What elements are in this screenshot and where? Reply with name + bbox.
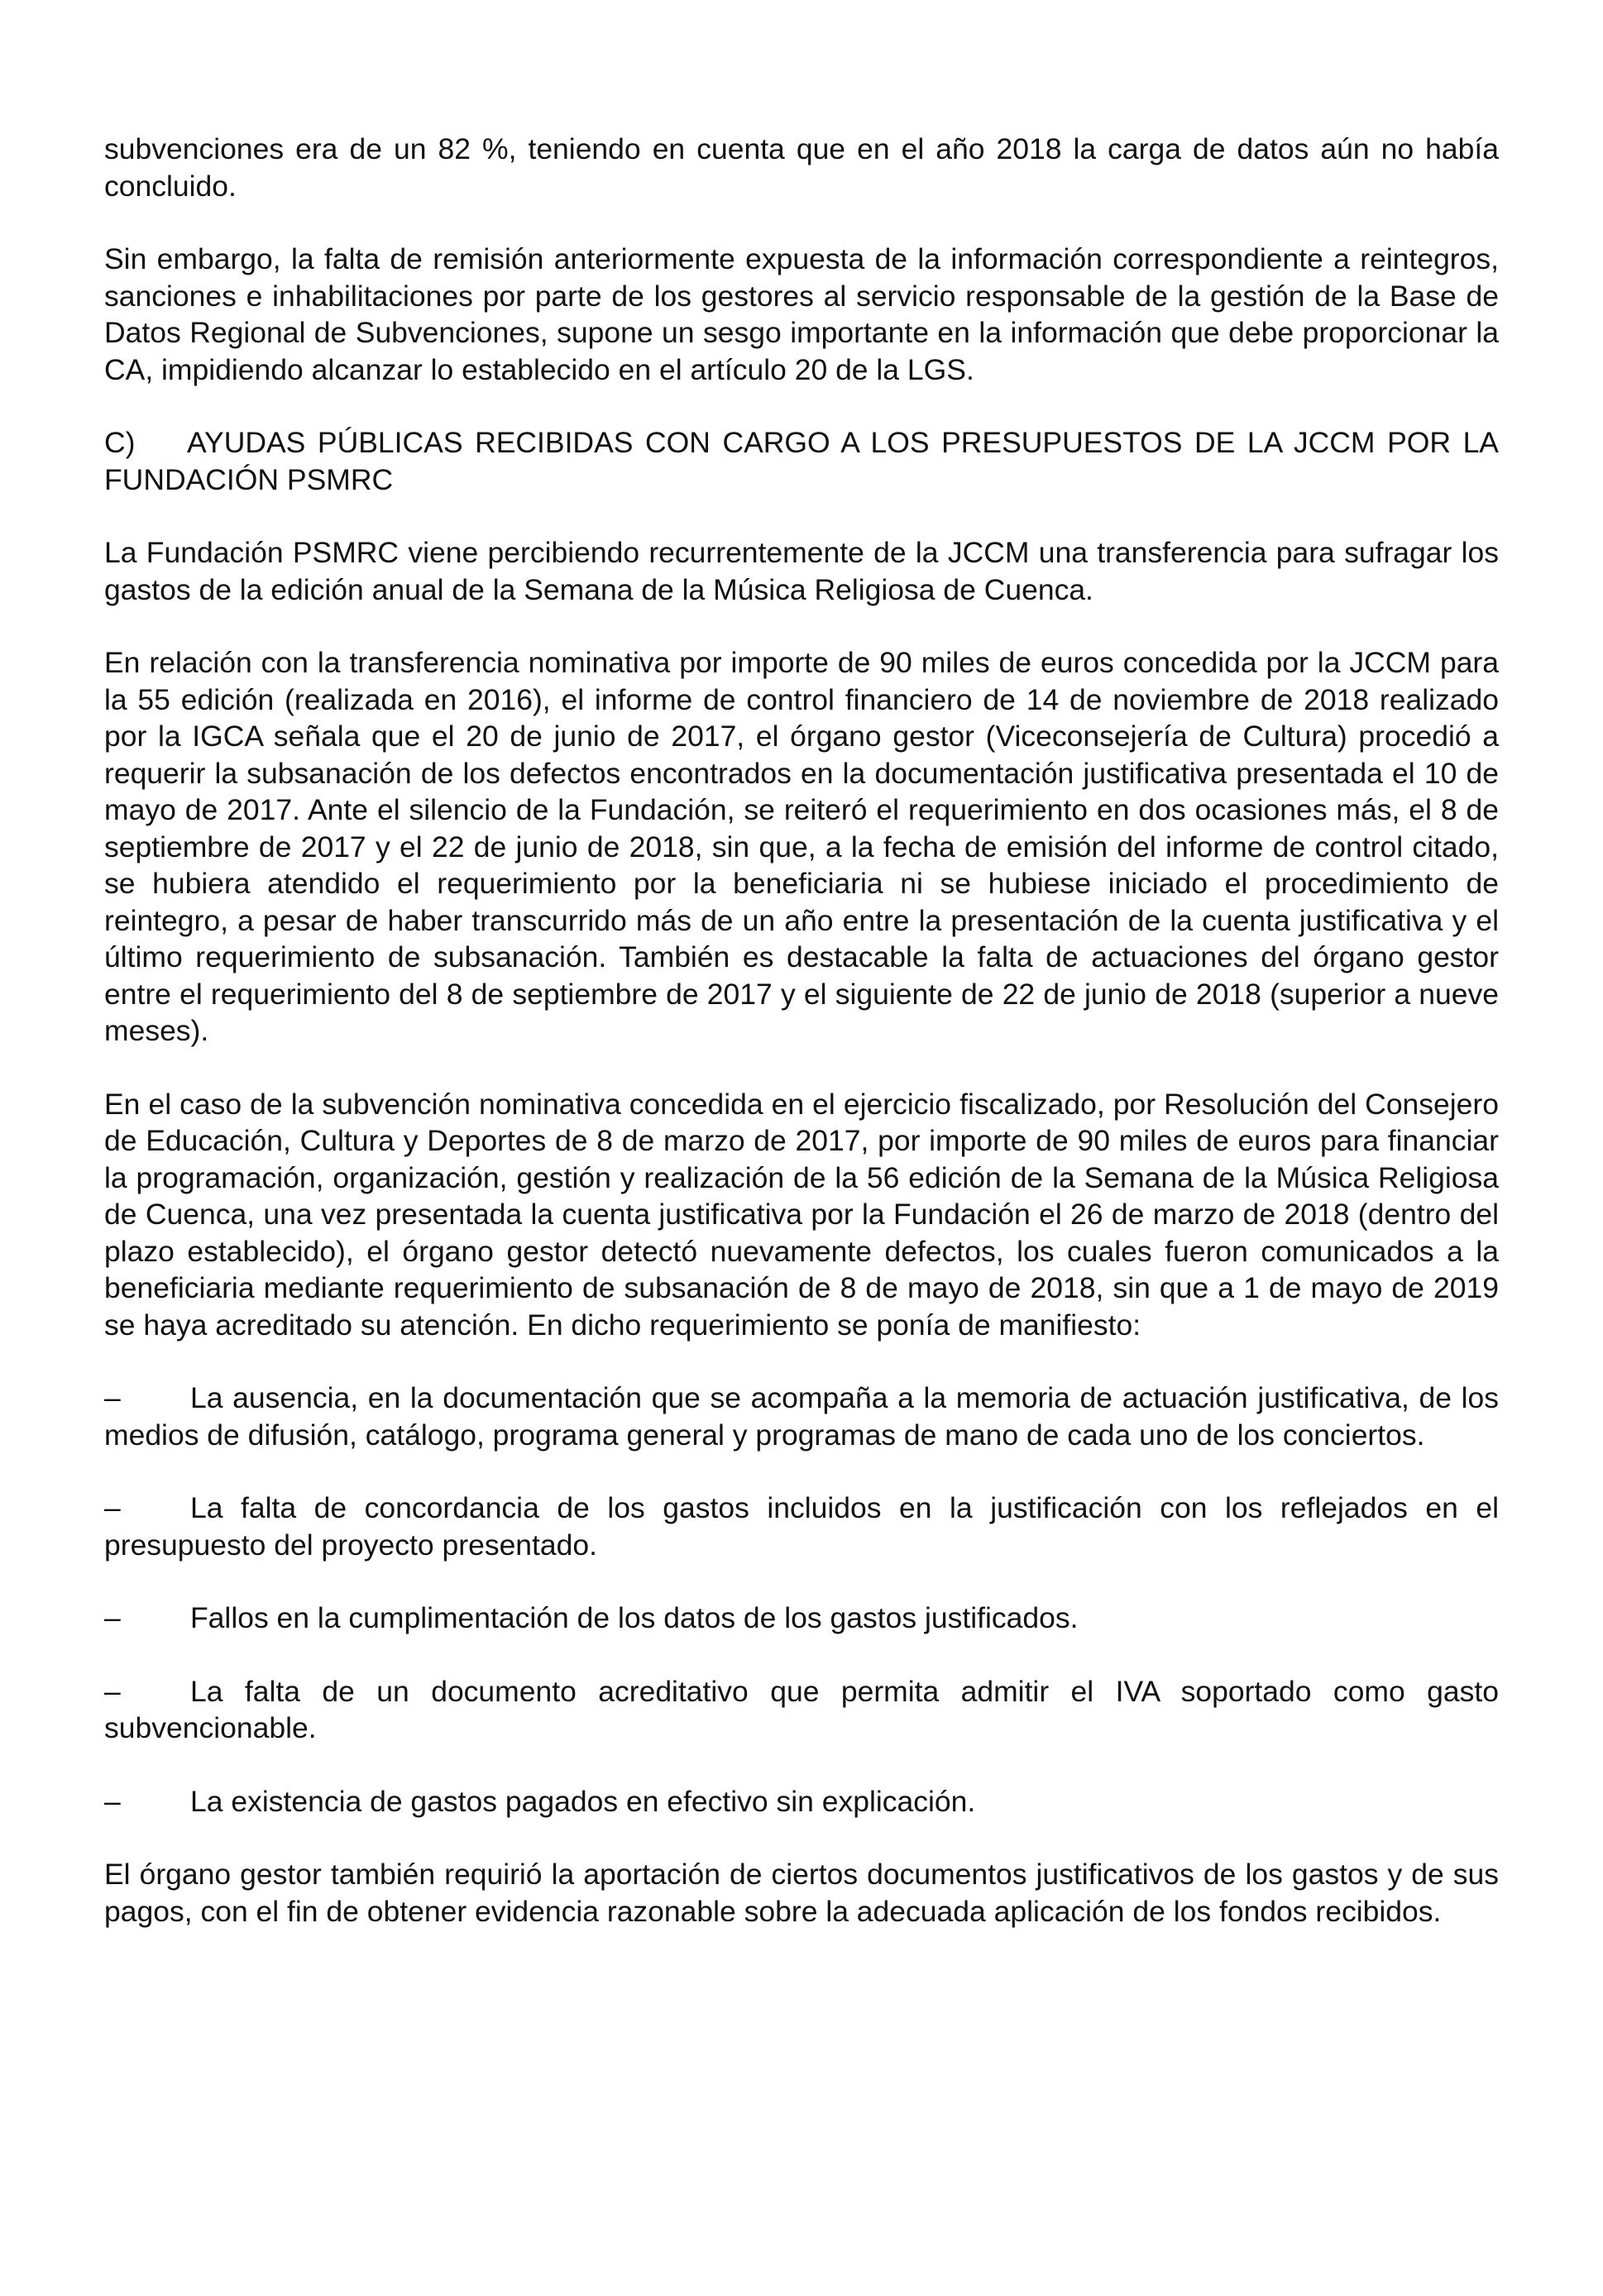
section-heading (104, 424, 1499, 498)
list-item-text: La falta de un documento acreditativo que permita admitir el IVA soportado como gasto subvencionable. (104, 1674, 1499, 1744)
document-page (104, 131, 1499, 1966)
paragraph-remision: Sin embargo, la falta de remisión anteriormente expuesta de la información correspondiente a reintegros, sanciones e inhabilitaciones por parte de los gestores al servicio responsable de la gestión de la Base de Datos Regional de Subvenciones, supone un sesgo importante en la información que debe proporcionar la CA, impidiendo alcanzar lo establecido en el artículo 20 de la LGS. (104, 242, 1499, 386)
list-item-text: La ausencia, en la documentación que se acompaña a la memoria de actuación justificativa, de los medios de difusión, catálogo, programa general y programas de mano de cada uno de los conciertos. (104, 1381, 1499, 1452)
list-item-text: Fallos en la cumplimentación de los datos de los gastos justificados. (190, 1601, 1079, 1634)
dash-marker: – (104, 1491, 121, 1524)
paragraph-intro: subvenciones era de un 82 %, teniendo en cuenta que en el año 2018 la carga de datos aún no había concluido. (104, 132, 1499, 203)
dash-marker: – (104, 1784, 121, 1818)
list-item-text: La existencia de gastos pagados en efectivo sin explicación. (190, 1784, 976, 1818)
list-item (104, 1783, 1499, 1820)
section-title: AYUDAS PÚBLICAS RECIBIDAS CON CARGO A LOS PRESUPUESTOS DE LA JCCM POR LA FUNDACIÓN PSMRC (104, 426, 1499, 496)
paragraph-closing: El órgano gestor también requirió la aportación de ciertos documentos justificativos de los gastos y de sus pagos, con el fin de obtener evidencia razonable sobre la adecuada aplicación de los fondos recibidos. (104, 1858, 1499, 1928)
dash-marker: – (104, 1381, 121, 1414)
paragraph-subvencion-56: En el caso de la subvención nominativa concedida en el ejercicio fiscalizado, por Resolución del Consejero de Educación, Cultura y Deportes de 8 de marzo de 2017, por importe de 90 miles de euros para financiar la programación, organización, gestión y realización de la 56 edición de la Semana de la Música Religiosa de Cuenca, una vez presentada la cuenta justificativa por la Fundación el 26 de marzo de 2018 (dentro del plazo establecido), el órgano gestor detectó nuevamente defectos, los cuales fueron comunicados a la beneficiaria mediante requerimiento de subsanación de 8 de mayo de 2018, sin que a 1 de mayo de 2019 se haya acreditado su atención. En dicho requerimiento se ponía de manifiesto: (104, 1087, 1499, 1342)
list-item-text: La falta de concordancia de los gastos incluidos en la justificación con los reflejados en el presupuesto del proyecto presentado. (104, 1491, 1499, 1562)
dash-marker: – (104, 1601, 121, 1634)
paragraph-fundacion: La Fundación PSMRC viene percibiendo recurrentemente de la JCCM una transferencia para sufragar los gastos de la edición anual de la Semana de la Música Religiosa de Cuenca. (104, 536, 1499, 606)
list-item (104, 1490, 1499, 1563)
list-item (104, 1673, 1499, 1747)
section-letter: C) (104, 426, 136, 459)
list-item (104, 1600, 1499, 1637)
paragraph-transferencia-55: En relación con la transferencia nominativa por importe de 90 miles de euros concedida por la JCCM para la 55 edición (realizada en 2016), el informe de control financiero de 14 de noviembre de 2018 realizado por la IGCA señala que el 20 de junio de 2017, el órgano gestor (Viceconsejería de Cultura) procedió a requerir la subsanación de los defectos encontrados en la documentación justificativa presentada el 10 de mayo de 2017. Ante el silencio de la Fundación, se reiteró el requerimiento en dos ocasiones más, el 8 de septiembre de 2017 y el 22 de junio de 2018, sin que, a la fecha de emisión del informe de control citado, se hubiera atendido el requerimiento por la beneficiaria ni se hubiese iniciado el procedimiento de reintegro, a pesar de haber transcurrido más de un año entre la presentación de la cuenta justificativa y el último requerimiento de subsanación. También es destacable la falta de actuaciones del órgano gestor entre el requerimiento del 8 de septiembre de 2017 y el siguiente de 22 de junio de 2018 (superior a nueve meses). (104, 646, 1499, 1047)
list-item (104, 1380, 1499, 1453)
dash-marker: – (104, 1674, 121, 1708)
